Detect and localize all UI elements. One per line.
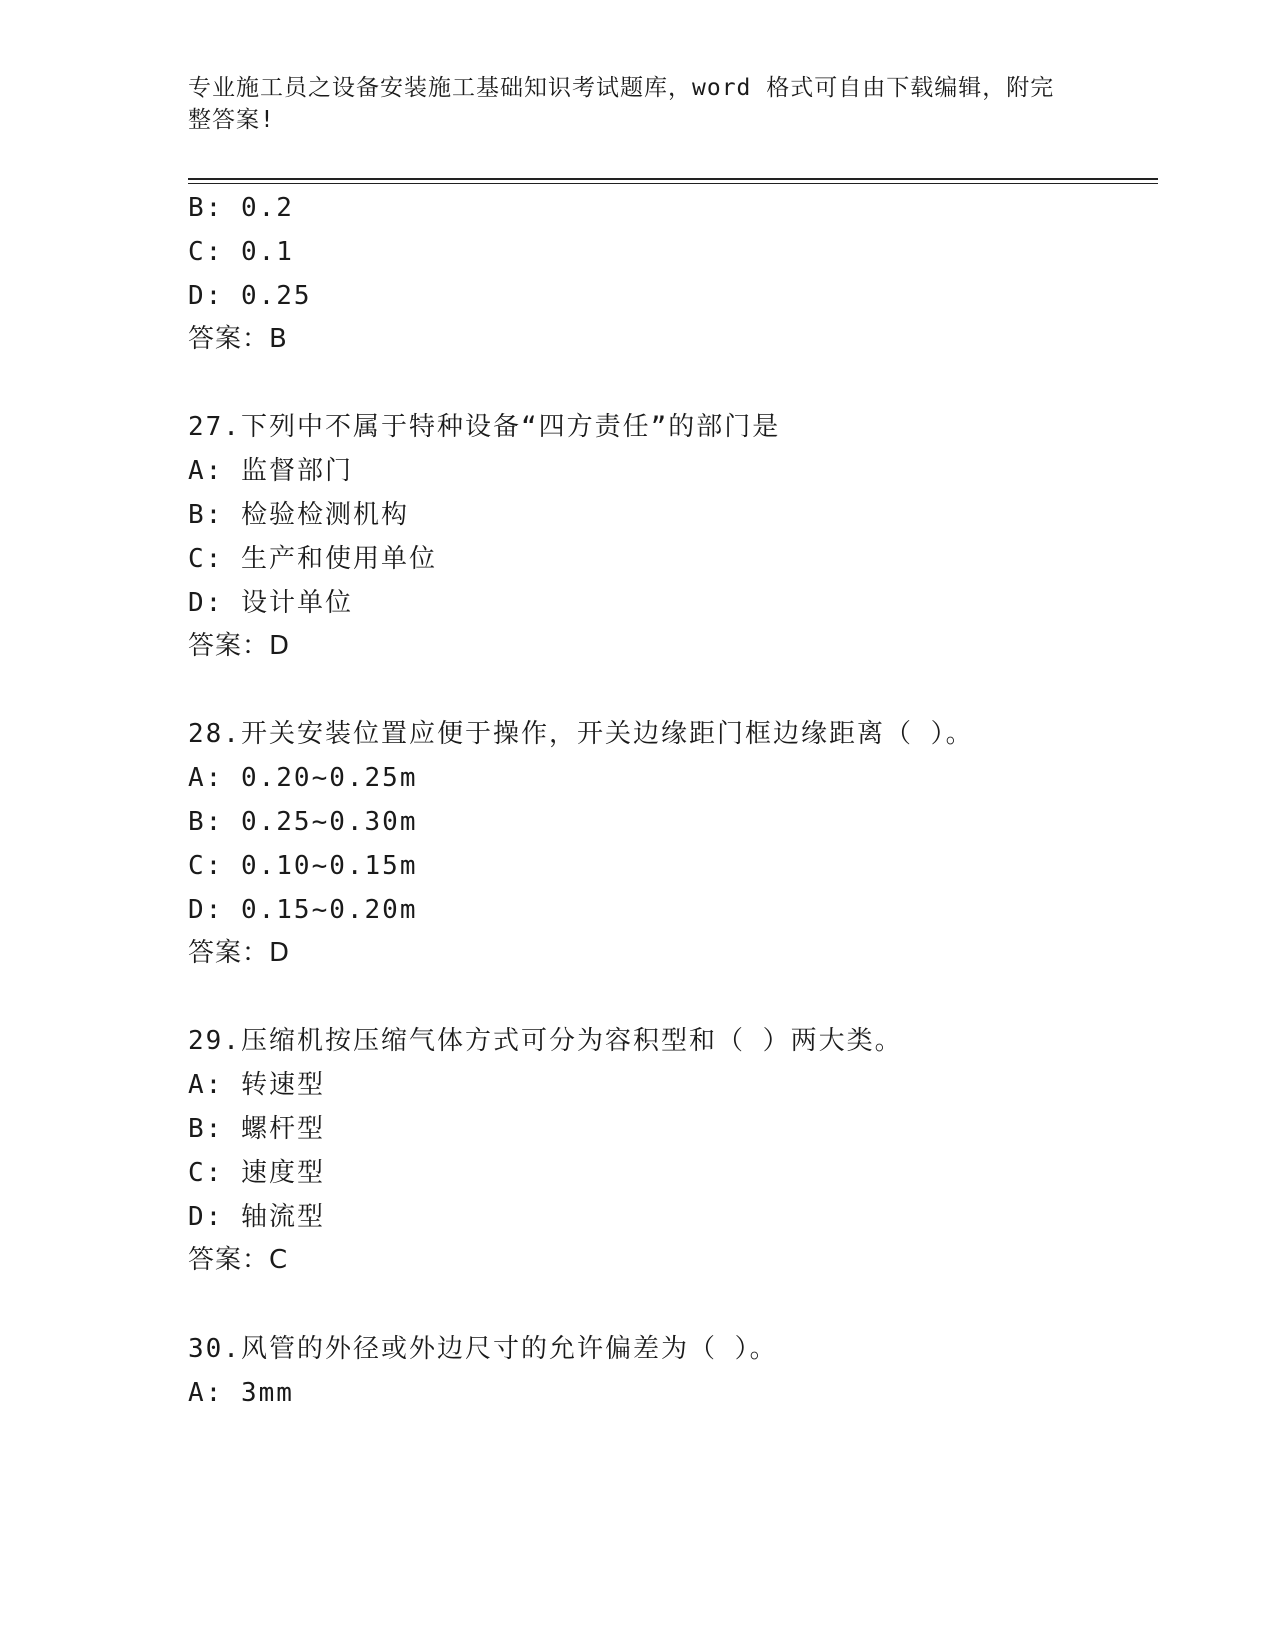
answer-line: 答案：D xyxy=(188,938,291,968)
option-b: B: 螺杆型 xyxy=(188,1114,325,1144)
question-stem: 30.风管的外径或外边尺寸的允许偏差为（ ）。 xyxy=(188,1334,778,1364)
option-c: C: 0.1 xyxy=(188,237,294,267)
answer-line: 答案：B xyxy=(188,324,288,354)
option-c: C: 0.10~0.15m xyxy=(188,851,418,881)
option-b: B: 检验检测机构 xyxy=(188,500,409,530)
option-b: B: 0.25~0.30m xyxy=(188,807,418,837)
header-rule-thin xyxy=(188,183,1158,184)
option-c: C: 生产和使用单位 xyxy=(188,544,437,574)
option-a: A: 监督部门 xyxy=(188,456,353,486)
option-d: D: 轴流型 xyxy=(188,1202,325,1232)
document-header: 专业施工员之设备安装施工基础知识考试题库，word 格式可自由下载编辑，附完整答案! xyxy=(188,75,1055,133)
header-rule-thick xyxy=(188,178,1158,180)
answer-line: 答案：D xyxy=(188,631,291,661)
option-a: A: 3mm xyxy=(188,1378,294,1408)
option-c: C: 速度型 xyxy=(188,1158,325,1188)
option-a: A: 转速型 xyxy=(188,1070,325,1100)
option-d: D: 设计单位 xyxy=(188,588,353,618)
question-stem: 27.下列中不属于特种设备“四方责任”的部门是 xyxy=(188,412,781,442)
question-stem: 29.压缩机按压缩气体方式可分为容积型和（ ）两大类。 xyxy=(188,1026,903,1056)
option-a: A: 0.20~0.25m xyxy=(188,763,418,793)
option-d: D: 0.15~0.20m xyxy=(188,895,418,925)
answer-line: 答案：C xyxy=(188,1245,289,1275)
option-d: D: 0.25 xyxy=(188,281,312,311)
question-stem: 28.开关安装位置应便于操作，开关边缘距门框边缘距离（ ）。 xyxy=(188,719,974,749)
option-b: B: 0.2 xyxy=(188,193,294,223)
